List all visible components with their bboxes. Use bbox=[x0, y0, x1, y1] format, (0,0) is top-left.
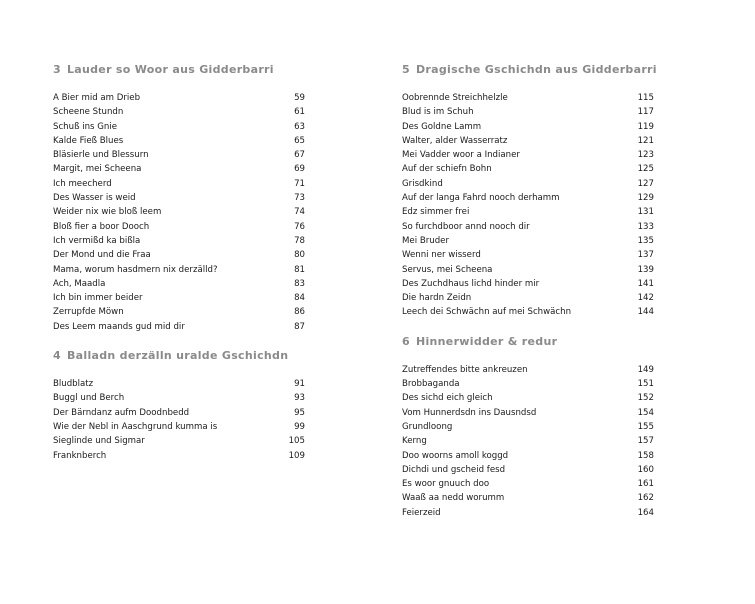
toc-entry-title: Des Zuchdhaus lichd hinder mir bbox=[402, 278, 540, 289]
toc-entry bbox=[402, 177, 654, 191]
toc-entry bbox=[53, 148, 305, 162]
toc-entry-title: Leech dei Schwächn auf mei Schwächn bbox=[402, 307, 572, 318]
toc-entry-page: 123 bbox=[637, 150, 654, 161]
toc-entry-page: 80 bbox=[294, 250, 305, 261]
toc-entry-page: 135 bbox=[637, 235, 654, 246]
toc-entry bbox=[53, 449, 305, 463]
toc-entry bbox=[402, 449, 654, 463]
toc-section bbox=[402, 334, 654, 520]
toc-entry-title: Waaß aa nedd worumm bbox=[402, 493, 505, 504]
toc-entry-page: 91 bbox=[294, 379, 305, 390]
toc-entry-page: 161 bbox=[637, 479, 654, 490]
toc-entry-title: Blud is im Schuh bbox=[402, 107, 474, 118]
toc-entry bbox=[53, 391, 305, 405]
toc-entry-title: Brobbaganda bbox=[402, 379, 460, 390]
toc-entry bbox=[402, 477, 654, 491]
toc-entry bbox=[402, 148, 654, 162]
toc-entry bbox=[53, 420, 305, 434]
toc-entry-title: Der Bärndanz aufm Doodnbedd bbox=[53, 407, 190, 418]
toc-entry bbox=[402, 205, 654, 219]
toc-entry-page: 71 bbox=[294, 178, 305, 189]
toc-entry-title: Auf der schiefn Bohn bbox=[402, 164, 492, 175]
toc-entry bbox=[402, 234, 654, 248]
section-title: Lauder so Woor aus Gidderbarri bbox=[66, 63, 274, 76]
toc-entry bbox=[53, 205, 305, 219]
toc-entry-title: Scheene Stundn bbox=[53, 107, 124, 118]
toc-entry-page: 142 bbox=[637, 293, 654, 304]
toc-entry-title: Die hardn Zeidn bbox=[402, 293, 472, 304]
toc-entry-title: Bludblatz bbox=[53, 379, 94, 390]
toc-entry-page: 61 bbox=[294, 107, 305, 118]
toc-entry-title: Walter, alder Wasserratz bbox=[402, 135, 508, 146]
toc-entry bbox=[53, 305, 305, 319]
toc-entry-title: Margit, mei Scheena bbox=[53, 164, 142, 175]
toc-entry-page: 149 bbox=[637, 364, 654, 375]
toc-entry bbox=[402, 120, 654, 134]
toc-entry bbox=[402, 491, 654, 505]
section-heading bbox=[402, 334, 654, 350]
toc-entry-page: 59 bbox=[294, 93, 305, 103]
toc-entry bbox=[53, 134, 305, 148]
section-heading bbox=[402, 62, 657, 78]
toc-entry-title: A Bier mid am Drieb bbox=[53, 93, 141, 103]
toc-entry-page: 69 bbox=[294, 164, 305, 175]
toc-entry-title: Wenni ner wisserd bbox=[402, 250, 481, 261]
toc-entry bbox=[53, 263, 305, 277]
toc-entry bbox=[53, 291, 305, 305]
toc-section bbox=[402, 62, 657, 320]
toc-entry-title: Edz simmer frei bbox=[402, 207, 470, 218]
toc-entry-page: 74 bbox=[294, 207, 305, 218]
toc-entry-page: 125 bbox=[637, 164, 654, 175]
toc-entry bbox=[53, 191, 305, 205]
toc-entry-page: 157 bbox=[637, 436, 654, 447]
toc-entry-title: Der Mond und die Fraa bbox=[53, 250, 151, 261]
toc-entry bbox=[53, 177, 305, 191]
toc-entry bbox=[53, 220, 305, 234]
toc-entry bbox=[402, 434, 654, 448]
toc-entry-title: Buggl und Berch bbox=[53, 393, 125, 404]
toc-entry-page: 119 bbox=[637, 121, 654, 132]
toc-entry-page: 158 bbox=[637, 450, 654, 461]
toc-entry-page: 87 bbox=[294, 321, 305, 332]
toc-entry bbox=[402, 277, 654, 291]
toc-entry-page: 117 bbox=[637, 107, 654, 118]
toc-entry bbox=[53, 91, 305, 105]
toc-entry bbox=[402, 162, 654, 176]
toc-entry bbox=[402, 220, 654, 234]
toc-entry-page: 141 bbox=[637, 278, 654, 289]
toc-entry-title: Dichdi und gscheid fesd bbox=[402, 464, 506, 475]
toc-entry-title: Mei Bruder bbox=[402, 235, 449, 246]
toc-entry-page: 160 bbox=[637, 464, 654, 475]
toc-entry-title: Des Leem maands gud mid dir bbox=[53, 321, 185, 332]
toc-entry-title: Ich vermißd ka bißla bbox=[53, 235, 141, 246]
toc-section bbox=[53, 62, 305, 334]
toc-entry bbox=[53, 377, 305, 391]
toc-entry-title: Des Wasser is weid bbox=[53, 193, 136, 204]
toc-entry-title: Zerrupfde Möwn bbox=[53, 307, 124, 318]
toc-entry-title: Ich meecherd bbox=[53, 178, 112, 189]
toc-entry bbox=[402, 391, 654, 405]
toc-entry-page: 162 bbox=[637, 493, 654, 504]
section-number: 3 bbox=[53, 63, 61, 76]
toc-entry-page: 84 bbox=[294, 293, 305, 304]
toc-right-column bbox=[402, 62, 657, 520]
toc-entry-title: Sieglinde und Sigmar bbox=[53, 436, 145, 447]
toc-entry bbox=[402, 363, 654, 377]
toc-entry-page: 144 bbox=[637, 307, 654, 318]
toc-entry-title: Franknberch bbox=[53, 450, 107, 461]
toc-entry bbox=[402, 305, 654, 319]
toc-entry-title: Grundloong bbox=[402, 421, 453, 432]
toc-entry-page: 73 bbox=[294, 193, 305, 204]
toc-entry-list bbox=[53, 91, 305, 334]
toc-entry bbox=[402, 105, 654, 119]
toc-entry-page: 139 bbox=[637, 264, 654, 275]
toc-entry bbox=[53, 434, 305, 448]
toc-entry-page: 154 bbox=[637, 407, 654, 418]
toc-entry-page: 93 bbox=[294, 393, 305, 404]
toc-entry-title: Bloß fier a boor Dooch bbox=[53, 221, 150, 232]
toc-entry bbox=[402, 506, 654, 520]
toc-entry bbox=[402, 191, 654, 205]
toc-entry-title: Es woor gnuuch doo bbox=[402, 479, 490, 490]
toc-entry-title: Ach, Maadla bbox=[53, 278, 106, 289]
toc-entry-title: Bläsierle und Blessurn bbox=[53, 150, 149, 161]
toc-entry bbox=[402, 248, 654, 262]
toc-entry-page: 63 bbox=[294, 121, 305, 132]
section-number: 5 bbox=[402, 63, 410, 76]
toc-entry bbox=[402, 134, 654, 148]
section-number: 6 bbox=[402, 334, 410, 348]
toc-entry bbox=[53, 234, 305, 248]
section-number: 4 bbox=[53, 349, 61, 363]
toc-entry-page: 95 bbox=[294, 407, 305, 418]
toc-entry bbox=[53, 277, 305, 291]
toc-entry-page: 83 bbox=[294, 278, 305, 289]
toc-entry-page: 164 bbox=[637, 507, 654, 518]
section-title: Balladn derzälln uralde Gschichdn bbox=[66, 349, 289, 363]
toc-entry-page: 127 bbox=[637, 178, 654, 189]
toc-entry-title: Grisdkind bbox=[402, 178, 443, 189]
toc-entry-page: 65 bbox=[294, 135, 305, 146]
toc-entry bbox=[402, 406, 654, 420]
toc-entry-list bbox=[402, 91, 654, 320]
toc-entry-page: 99 bbox=[294, 421, 305, 432]
toc-entry bbox=[53, 320, 305, 334]
toc-entry bbox=[402, 263, 654, 277]
toc-left-column bbox=[53, 62, 305, 463]
toc-entry-page: 67 bbox=[294, 150, 305, 161]
toc-entry-list bbox=[402, 363, 654, 520]
toc-entry-title: Schuß ins Gnie bbox=[53, 121, 118, 132]
toc-entry-page: 152 bbox=[637, 393, 654, 404]
toc-entry-list bbox=[53, 377, 305, 463]
toc-entry-title: Zutreffendes bitte ankreuzen bbox=[402, 364, 528, 375]
toc-entry bbox=[53, 105, 305, 119]
toc-entry-title: Feierzeid bbox=[402, 507, 441, 518]
toc-entry-page: 109 bbox=[288, 450, 305, 461]
toc-entry-title: Kalde Fieß Blues bbox=[53, 135, 124, 146]
section-heading bbox=[53, 62, 305, 78]
toc-entry-title: Des sichd eich gleich bbox=[402, 393, 493, 404]
toc-entry-page: 121 bbox=[637, 135, 654, 146]
toc-entry-page: 105 bbox=[288, 436, 305, 447]
toc-entry-page: 131 bbox=[637, 207, 654, 218]
toc-entry bbox=[53, 120, 305, 134]
section-title: Hinnerwidder & redur bbox=[415, 334, 558, 348]
toc-entry bbox=[402, 420, 654, 434]
toc-entry bbox=[53, 248, 305, 262]
toc-entry-title: Oobrennde Streichhelzle bbox=[402, 93, 508, 103]
toc-entry-title: Wie der Nebl in Aaschgrund kumma is bbox=[53, 421, 218, 432]
toc-entry-page: 86 bbox=[294, 307, 305, 318]
toc-entry-page: 133 bbox=[637, 221, 654, 232]
toc-entry-page: 115 bbox=[637, 93, 654, 103]
toc-entry-title: Des Goldne Lamm bbox=[402, 121, 482, 132]
section-heading bbox=[53, 348, 305, 364]
toc-entry-title: Servus, mei Scheena bbox=[402, 264, 493, 275]
toc-entry-page: 81 bbox=[294, 264, 305, 275]
toc-entry-title: So furchdboor annd nooch dir bbox=[402, 221, 530, 232]
toc-entry-title: Auf der langa Fahrd nooch derhamm bbox=[402, 193, 560, 204]
section-title: Dragische Gschichdn aus Gidderbarri bbox=[415, 63, 657, 76]
toc-entry bbox=[53, 162, 305, 176]
toc-entry-title: Mama, worum hasdmern nix derzälld? bbox=[53, 264, 218, 275]
toc-entry bbox=[402, 91, 654, 105]
toc-entry-title: Kerng bbox=[402, 436, 427, 447]
toc-entry bbox=[402, 377, 654, 391]
toc-entry-page: 137 bbox=[637, 250, 654, 261]
toc-entry-title: Vom Hunnerdsdn ins Dausndsd bbox=[402, 407, 537, 418]
toc-entry-page: 78 bbox=[294, 235, 305, 246]
toc-entry-title: Doo woorns amoll koggd bbox=[402, 450, 509, 461]
toc-entry-title: Mei Vadder woor a Indianer bbox=[402, 150, 520, 161]
toc-entry-page: 151 bbox=[637, 379, 654, 390]
toc-entry-title: Weider nix wie bloß leem bbox=[53, 207, 162, 218]
toc-entry bbox=[402, 291, 654, 305]
toc-section bbox=[53, 348, 305, 463]
toc-entry-page: 129 bbox=[637, 193, 654, 204]
toc-entry bbox=[402, 463, 654, 477]
toc-entry bbox=[53, 406, 305, 420]
toc-entry-title: Ich bin immer beider bbox=[53, 293, 143, 304]
toc-entry-page: 76 bbox=[294, 221, 305, 232]
toc-entry-page: 155 bbox=[637, 421, 654, 432]
